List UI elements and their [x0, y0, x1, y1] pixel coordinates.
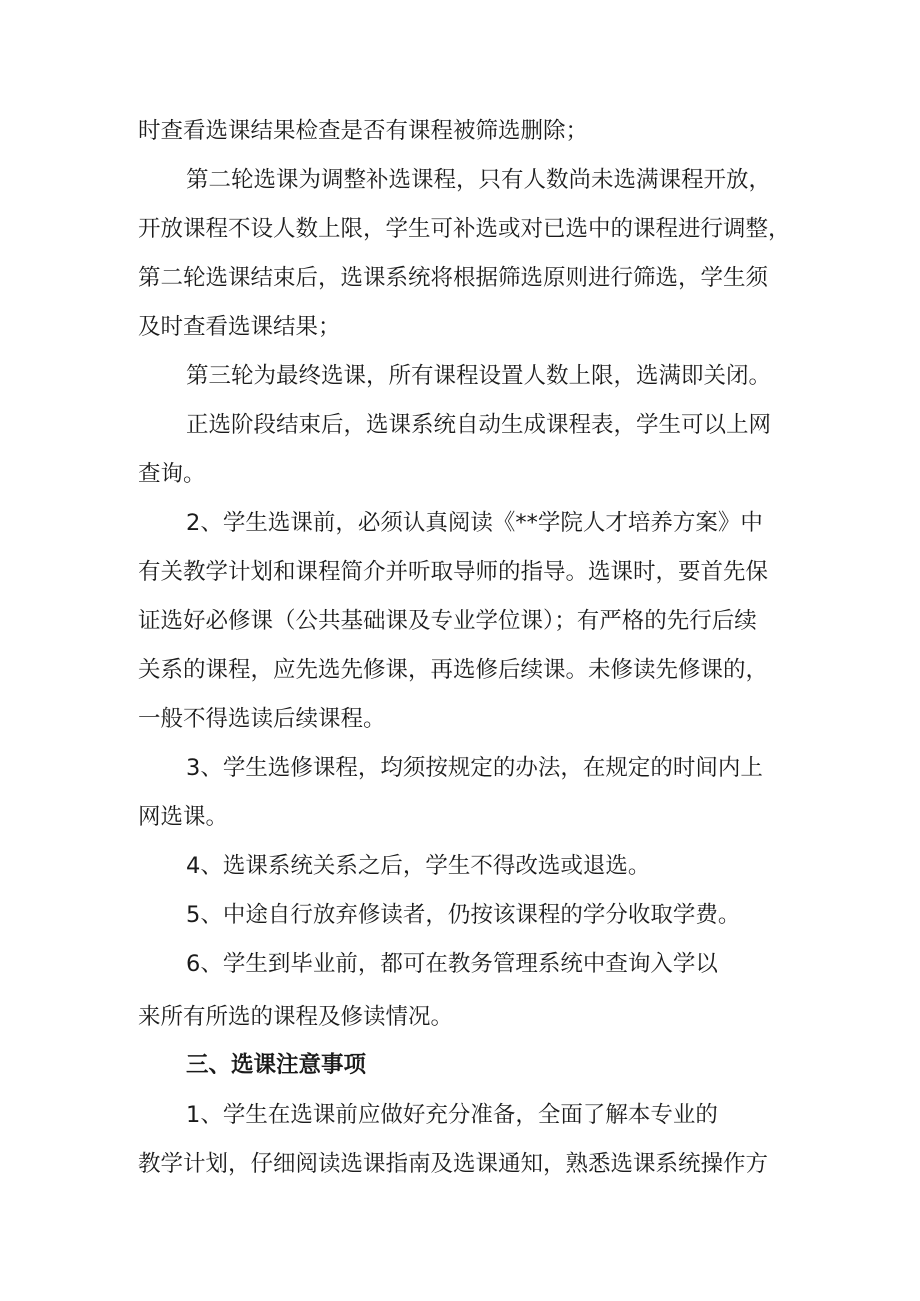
text-line: 开放课程不设人数上限，学生可补选或对已选中的课程进行调整，: [138, 216, 791, 242]
text-line: 有关教学计划和课程简介并听取导师的指导。选课时，要首先保: [138, 559, 769, 585]
text-line: 一般不得选读后续课程。: [138, 706, 386, 732]
text-line: 5、中途自行放弃修读者，仍按该课程的学分收取学费。: [186, 902, 741, 928]
text-line: 4、选课系统关系之后，学生不得改选或退选。: [186, 853, 651, 879]
text-line: 6、学生到毕业前，都可在教务管理系统中查询入学以: [186, 951, 718, 977]
text-line: 来所有所选的课程及修读情况。: [138, 1004, 454, 1030]
text-line: 关系的课程，应先选先修课，再选修后续课。未修读先修课的，: [138, 657, 769, 683]
text-line: 正选阶段结束后，选课系统自动生成课程表，学生可以上网: [186, 412, 772, 438]
text-line: 2、学生选课前，必须认真阅读《**学院人才培养方案》中: [186, 510, 763, 536]
section-heading: 三、选课注意事项: [186, 1052, 367, 1078]
text-line: 第三轮为最终选课，所有课程设置人数上限，选满即关闭。: [186, 363, 772, 389]
text-line: 3、学生选修课程，均须按规定的办法，在规定的时间内上: [186, 755, 763, 781]
text-line: 网选课。: [138, 804, 229, 830]
text-line: 时查看选课结果检查是否有课程被筛选删除；: [138, 118, 589, 144]
text-line: 第二轮选课为调整补选课程，只有人数尚未选满课程开放，: [186, 167, 772, 193]
text-line: 1、学生在选课前应做好充分准备，全面了解本专业的: [186, 1102, 718, 1128]
text-line: 教学计划，仔细阅读选课指南及选课通知，熟悉选课系统操作方: [138, 1151, 769, 1177]
text-line: 及时查看选课结果；: [138, 314, 341, 340]
text-line: 证选好必修课（公共基础课及专业学位课）；有严格的先行后续: [138, 608, 757, 634]
text-line: 第二轮选课结束后，选课系统将根据筛选原则进行筛选，学生须: [138, 265, 769, 291]
text-line: 查询。: [138, 461, 206, 487]
